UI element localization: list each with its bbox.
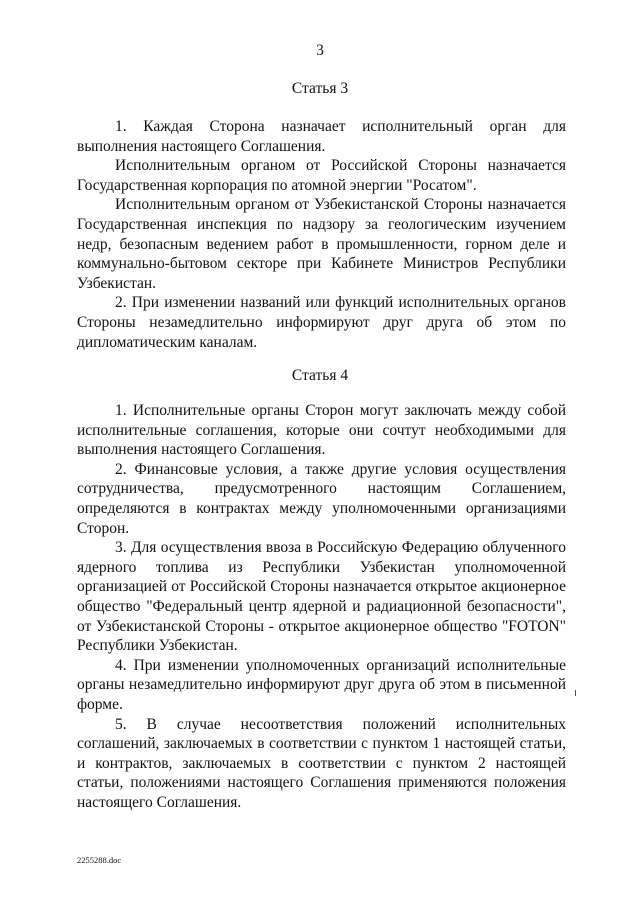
article-4-paragraph-3: 3. Для осуществления ввоза в Российскую Федерацию облученного ядерного топлива из Республики Узбекистан уполномоченной организацией от Российской Стороны назначается открытое акционерное общество "Федеральный центр ядерной и радиационной безопасности", от Узбекистанской Стороны - открытое акционерное общество "FOTON" Республики Узбекистан. (77, 539, 566, 655)
article-3-paragraph-3: Исполнительным органом от Узбекистанской Стороны назначается Государственная инспекция по надзору за геологическим изучением недр, безопасным ведением работ в промышленности, горном деле и коммунально-бытовом секторе при Кабинете Министров Республики Узбекистан. (77, 196, 566, 292)
article-4-paragraph-4: 4. При изменении уполномоченных организаций исполнительные органы незамедлительно информируют друг друга об этом в письменной форме. (77, 656, 566, 713)
file-name-footer: 2255288.doc (77, 855, 122, 865)
article-4-body (77, 401, 566, 812)
article-3-paragraph-1: 1. Каждая Сторона назначает исполнительный орган для выполнения настоящего Соглашения. (77, 118, 566, 155)
margin-mark (575, 690, 576, 696)
page-number: 3 (316, 42, 324, 59)
article-3-body (77, 117, 566, 352)
article-4-paragraph-1: 1. Исполнительные органы Сторон могут заключать между собой исполнительные соглашения, которые они сочтут необходимыми для выполнения настоящего Соглашения. (77, 402, 566, 459)
article-3-title: Статья 3 (291, 80, 349, 97)
article-4-paragraph-2: 2. Финансовые условия, а также другие условия осуществления сотрудничества, предусмотренного настоящим Соглашением, определяются в контрактах между уполномоченными организациями Сторон. (77, 460, 566, 537)
article-4-paragraph-5: 5. В случае несоответствия положений исполнительных соглашений, заключаемых в соответствии с пунктом 1 настоящей статьи, и контрактов, заключаемых в соответствии с пунктом 2 настоящей статьи, положениями настоящего Соглашения применяются положения настоящего Соглашения. (77, 715, 566, 811)
article-3-paragraph-2: Исполнительным органом от Российской Стороны назначается Государственная корпорация по атомной энергии "Росатом". (77, 157, 566, 194)
article-4-title: Статья 4 (291, 367, 349, 384)
article-3-paragraph-4: 2. При изменении названий или функций исполнительных органов Стороны незамедлительно информируют друг друга об этом по дипломатическим каналам. (77, 294, 566, 351)
